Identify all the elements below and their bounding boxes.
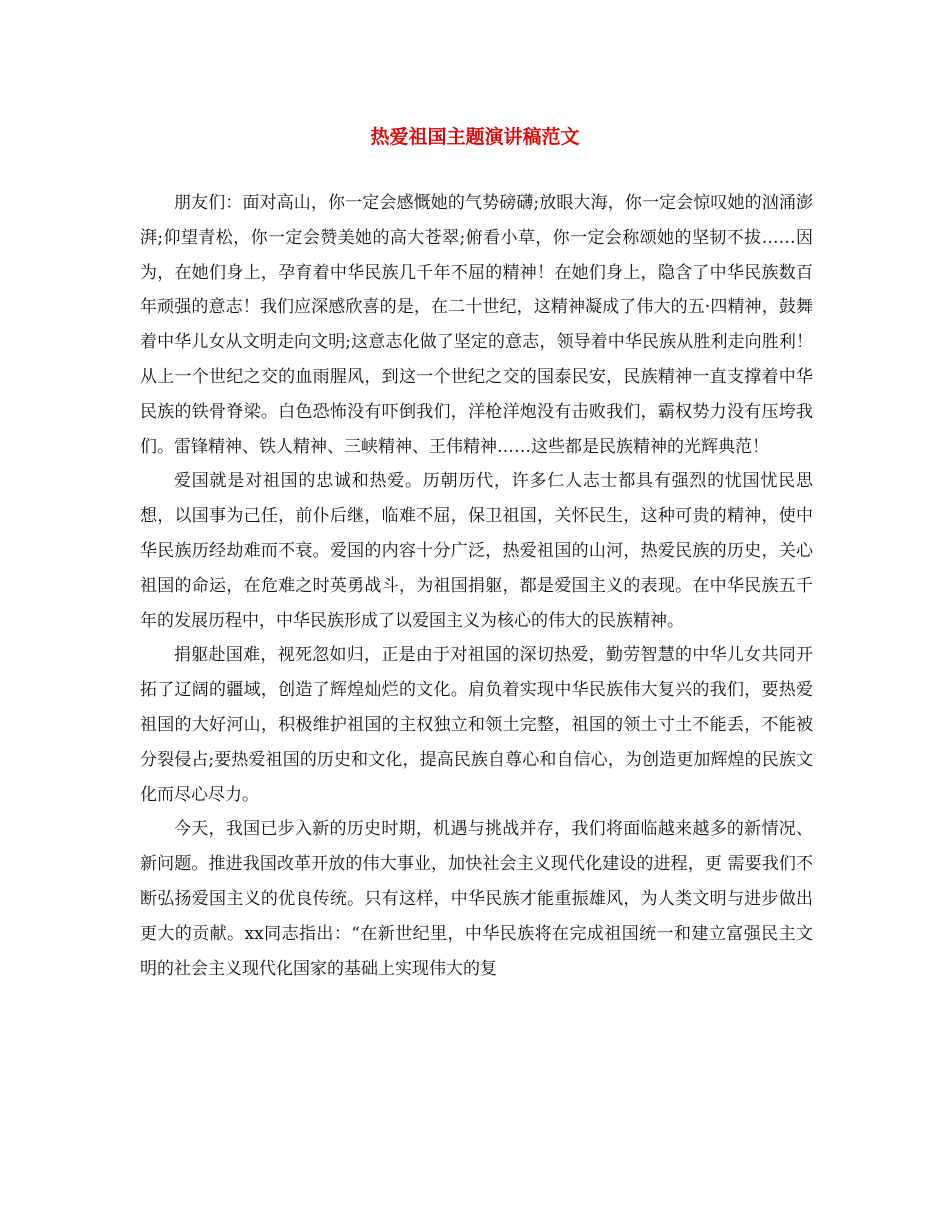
document-title: 热爱祖国主题演讲稿范文	[370, 126, 580, 148]
paragraph-2: 爱国就是对祖国的忠诚和热爱。历朝历代，许多仁人志士都具有强烈的忧国忧民思想，以国事为己任，前仆后继，临难不屈，保卫祖国，关怀民生，这种可贵的精神，使中华民族历经劫难而不衰。爱国的内容十分广泛，热爱祖国的山河，热爱民族的历史，关心祖国的命运，在危难之时英勇战斗，为祖国捐躯，都是爱国主义的表现。在中华民族五千年的发展历程中，中华民族形成了以爱国主义为核心的伟大的民族精神。	[140, 471, 813, 631]
paragraph-3: 捐躯赴国难，视死忽如归，正是由于对祖国的深切热爱，勤劳智慧的中华儿女共同开拓了辽阔的疆域，创造了辉煌灿烂的文化。肩负着实现中华民族伟大复兴的我们，要热爱祖国的大好河山，积极维护祖国的主权独立和领土完整，祖国的领土寸土不能丢，不能被分裂侵占;要热爱祖国的历史和文化，提高民族自尊心和自信心，为创造更加辉煌的民族文化而尽心尽力。	[140, 645, 813, 805]
document-body	[140, 186, 813, 986]
paragraph-1: 朋友们：面对高山，你一定会感慨她的气势磅礴;放眼大海，你一定会惊叹她的汹涌澎湃;仰望青松，你一定会赞美她的高大苍翠;俯看小草，你一定会称颂她的坚韧不拔……因为，在她们身上，孕育着中华民族几千年不屈的精神！在她们身上，隐含了中华民族数百年顽强的意志！我们应深感欣喜的是，在二十世纪，这精神凝成了伟大的五·四精神，鼓舞着中华儿女从文明走向文明;这意志化做了坚定的意志，领导着中华民族从胜利走向胜利！从上一个世纪之交的血雨腥风，到这一个世纪之交的国泰民安，民族精神一直支撑着中华民族的铁骨脊梁。白色恐怖没有吓倒我们，洋枪洋炮没有击败我们，霸权势力没有压垮我们。雷锋精神、铁人精神、三峡精神、王伟精神……这些都是民族精神的光辉典范！	[140, 193, 813, 457]
paragraph-4: 今天，我国已步入新的历史时期，机遇与挑战并存，我们将面临越来越多的新情况、新问题。推进我国改革开放的伟大事业，加快社会主义现代化建设的进程，更 需要我们不断弘扬爱国主义的优良传统。只有这样，中华民族才能重振雄风，为人类文明与进步做出更大的贡献。xx同志指出：“在新世纪里，中华民族将在完成祖国统一和建立富强民主文明的社会主义现代化国家的基础上实现伟大的复	[140, 819, 813, 979]
